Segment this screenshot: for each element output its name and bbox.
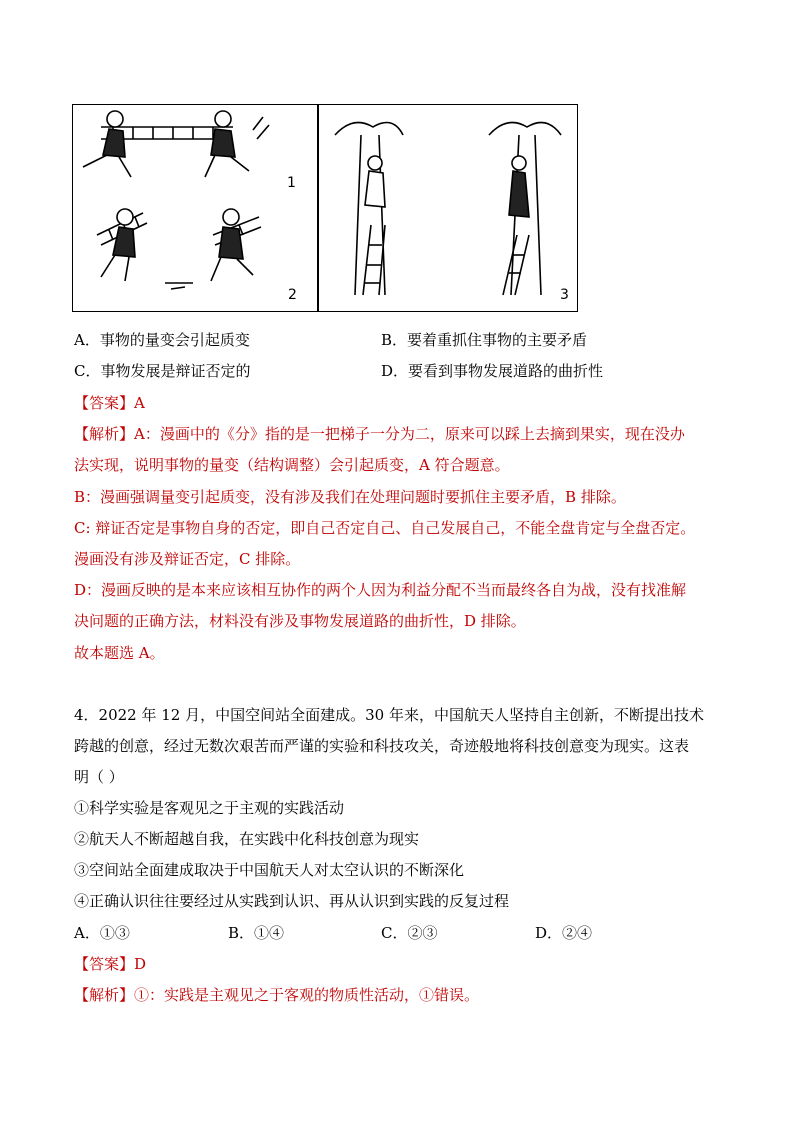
q4-stem-line-3: 明（ ） [74, 768, 124, 786]
analysis-label: 【解析】 [74, 986, 135, 1004]
q4-option-b: B．①④ [228, 924, 285, 942]
q3-analysis-line-2: 法实现，说明事物的量变（结构调整）会引起质变，A 符合题意。 [74, 456, 510, 474]
answer-label: 【答案】 [74, 955, 135, 973]
answer-label: 【答案】 [74, 394, 135, 412]
cartoon-illustration [73, 105, 576, 310]
q3-option-c: C．事物发展是辩证否定的 [74, 362, 251, 380]
q4-statement-4: ④正确认识往往要经过从实践到认识、再从认识到实践的反复过程 [74, 892, 510, 910]
panel-number-2: 2 [288, 287, 297, 303]
answer-value: D [134, 955, 147, 973]
analysis-text: ①：实践是主观见之于客观的物质性活动，①错误。 [134, 986, 480, 1004]
q3-analysis-line-4: C: 辩证否定是事物自身的否定，即自己否定自己、自己发展自己，不能全盘肯定与全盘否定。 [74, 519, 696, 537]
q3-analysis-line-5: 漫画没有涉及辩证否定，C 排除。 [74, 550, 301, 568]
q4-option-d: D．②④ [535, 924, 593, 942]
q4-analysis-line-1 [74, 985, 479, 1005]
panel-2-split-ladders [97, 209, 261, 289]
panel-number-3: 3 [560, 287, 569, 303]
q3-analysis-line-7: 决问题的正确方法，材料没有涉及事物发展道路的曲折性，D 排除。 [74, 612, 526, 630]
panel-divider [317, 105, 319, 311]
q3-analysis-line-6: D：漫画反映的是本来应该相互协作的两个人因为利益分配不当而最终各自为战，没有找准解 [74, 581, 687, 599]
q4-statement-1: ①科学实验是客观见之于主观的实践活动 [74, 799, 345, 817]
q3-answer [74, 393, 145, 413]
panel-number-1: 1 [287, 175, 296, 191]
q3-analysis-line-3: B：漫画强调量变引起质变，没有涉及我们在处理问题时要抓住主要矛盾，B 排除。 [74, 488, 626, 506]
q3-option-d: D．要看到事物发展道路的曲折性 [381, 362, 604, 380]
q4-option-a: A．①③ [74, 924, 130, 942]
panel-1-ladder-carriers [83, 111, 269, 177]
q4-statement-3: ③空间站全面建成取决于中国航天人对太空认识的不断深化 [74, 861, 465, 879]
q4-statement-2: ②航天人不断超越自我，在实践中化科技创意为现实 [74, 830, 420, 848]
q4-option-c: C．②③ [381, 924, 438, 942]
q3-option-b: B．要着重抓住事物的主要矛盾 [381, 331, 588, 349]
q3-analysis-line-1 [74, 424, 685, 444]
q3-analysis-line-8: 故本题选 A。 [74, 644, 165, 662]
analysis-text: A：漫画中的《分》指的是一把梯子一分为二，原来可以踩上去摘到果实，现在没办 [134, 425, 685, 443]
q4-stem-line-1: 4．2022 年 12 月，中国空间站全面建成。30 年来，中国航天人坚持自主创新，不断提出技术 [74, 706, 704, 724]
panel-3-trees-and-ladders [335, 123, 561, 296]
analysis-label: 【解析】 [74, 425, 135, 443]
q3-option-a: A．事物的量变会引起质变 [74, 331, 250, 349]
answer-value: A [134, 394, 145, 412]
q4-stem-line-2: 跨越的创意，经过无数次艰苦而严谨的实验和科技攻关，奇迹般地将科技创意变为现实。这表 [74, 737, 690, 755]
q4-answer [74, 954, 146, 974]
cartoon-figure [72, 104, 578, 312]
